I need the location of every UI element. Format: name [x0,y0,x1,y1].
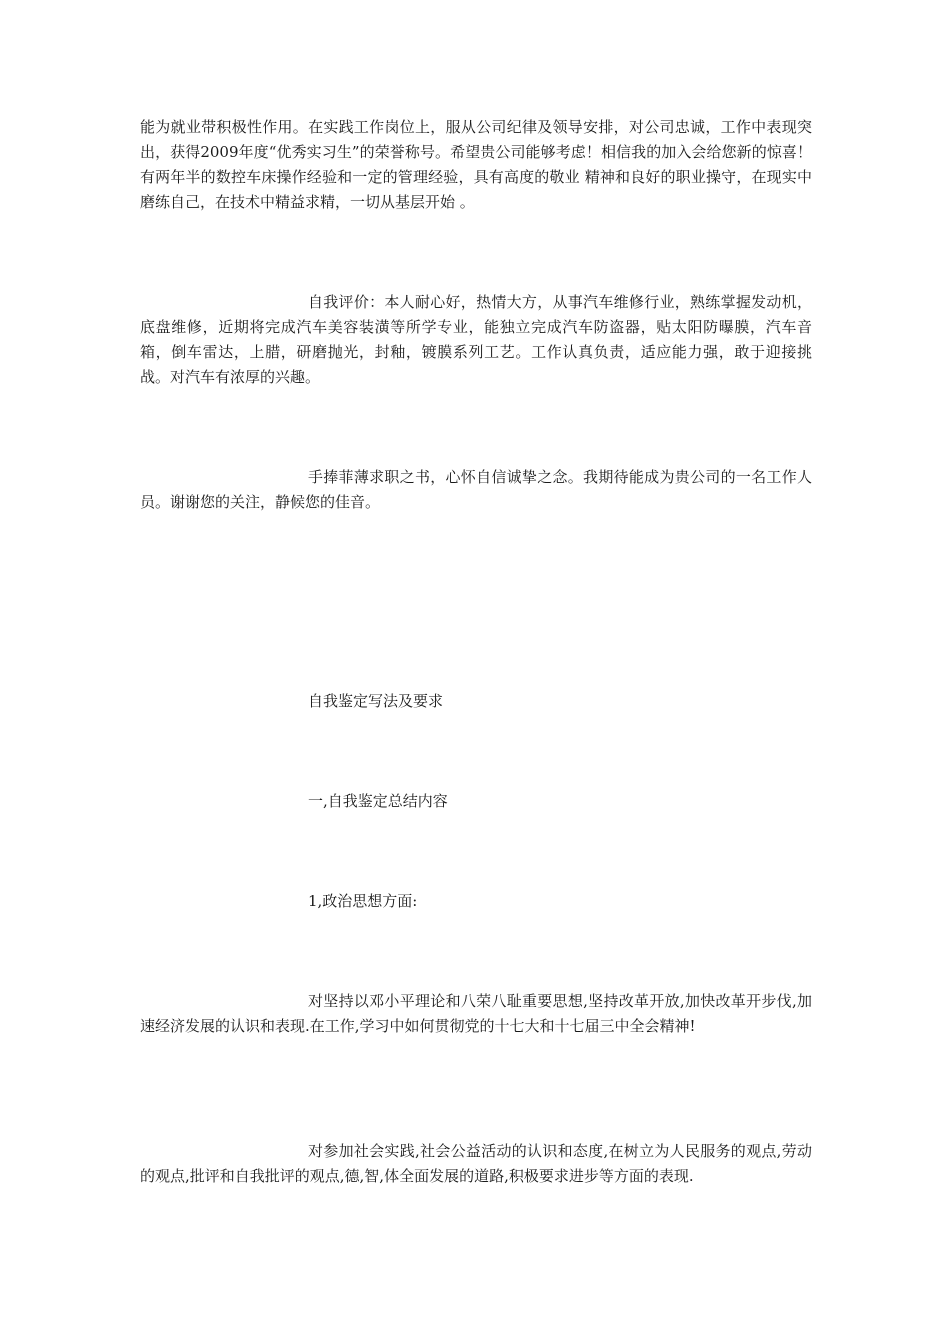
paragraph-work-experience: 能为就业带积极性作用。在实践工作岗位上，服从公司纪律及领导安排，对公司忠诚，工作中表现突出，获得2009年度“优秀实习生”的荣誉称号。希望贵公司能够考虑！相信我的加入会给您新的惊喜！ 有两年半的数控车床操作经验和一定的管理经验，具有高度的敬业 精神和良好的职业操守，在现实中磨练自己，在技术中精益求精，一切从基层开始 。 [140,118,812,211]
heading-political-thought: 1,政治思想方面: [308,892,418,910]
heading-section-one: 一,自我鉴定总结内容 [308,792,448,810]
paragraph-political-thought: 对坚持以邓小平理论和八荣八耻重要思想,坚持改革开放,加快改革开步伐,加速经济发展的认识和表现.在工作,学习中如何贯彻党的十七大和十七届三中全会精神! [140,992,812,1035]
paragraph-social-practice: 对参加社会实践,社会公益活动的认识和态度,在树立为人民服务的观点,劳动的观点,批评和自我批评的观点,德,智,体全面发展的道路,积极要求进步等方面的表现. [140,1142,812,1185]
heading-self-appraisal-guide: 自我鉴定写法及要求 [308,692,444,710]
paragraph-closing: 手捧菲薄求职之书，心怀自信诚挚之念。我期待能成为贵公司的一名工作人员。谢谢您的关注，静候您的佳音。 [140,468,812,511]
paragraph-self-evaluation: 自我评价：本人耐心好，热情大方，从事汽车维修行业，熟练掌握发动机，底盘维修，近期将完成汽车美容装潢等所学专业，能独立完成汽车防盗器，贴太阳防曝膜，汽车音箱，倒车雷达，上腊，研磨抛光，封釉，镀膜系列工艺。工作认真负责，适应能力强，敢于迎接挑战。对汽车有浓厚的兴趣。 [140,293,812,386]
